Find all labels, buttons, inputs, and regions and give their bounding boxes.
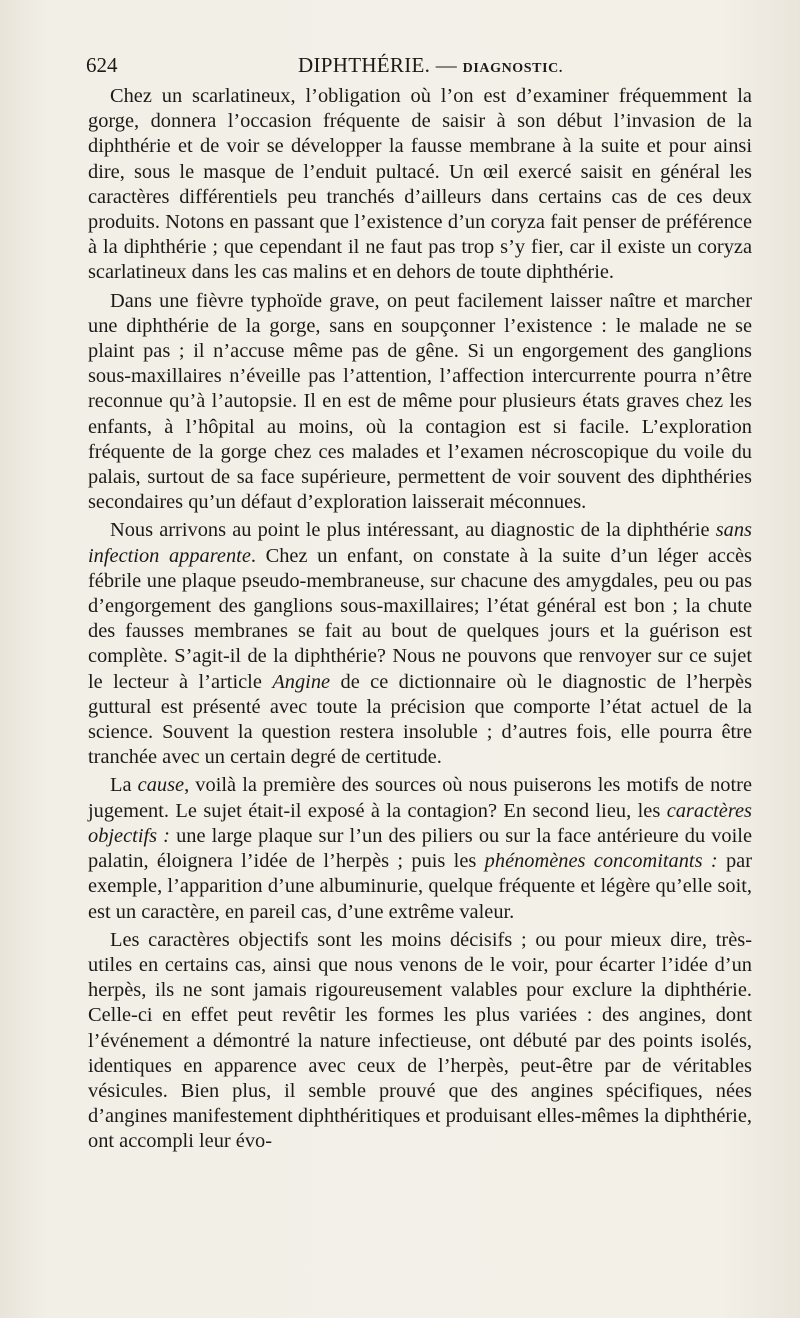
text-run: de ce dictionnaire où le diagnostic de l’herpès guttural est présenté avec toute la précision que comporte l’état actuel de la science. Souvent la question restera insoluble ; d’autres fois, elle pourra être tranchée avec un certain degré de certitude. (88, 670, 752, 769)
page-number: 624 (86, 53, 118, 77)
running-head (86, 52, 754, 78)
italic-term: caractères objectifs : (88, 799, 752, 847)
paragraph-caracteres-objectifs: Les caractères objectifs sont les moins décisifs ; ou pour mieux dire, très-utiles en certains cas, ainsi que nous venons de le voir, pour écarter l’idée d’un herpès, ils ne sont jamais rigoureusement valables pour exclure la diphthérie. Celle-ci en effet peut revêtir les formes les plus variées : des angines, dont l’événement a démontré la nature infectieuse, ont débuté par des points isolés, identiques en apparence avec ceux de l’herpès, peut-être par de véritables vésicules. Bien plus, il semble prouvé que des angines spécifiques, nées d’angines manifestement diphthéritiques et produisant elles-mêmes la diphthérie, ont accompli leur évo- (88, 928, 752, 1153)
body-text (88, 84, 752, 1158)
text-run: . Chez un enfant, on constate à la suite d’un léger accès fébrile une plaque pseudo-membraneuse, sur chacune des amygdales, peu ou pas d’engorgement des ganglions sous-maxillaires; l’état général est bon ; la chute des fausses membranes se fait au bout de quelques jours et la guérison est complète. S’agit-il de la diphthérie? Nous ne pouvons que renvoyer sur ce sujet le lecteur à l’article (88, 544, 752, 693)
italic-reference: Angine (272, 670, 331, 693)
italic-term: cause (137, 774, 185, 797)
text-run: par exemple, l’apparition d’une albuminurie, quelque fréquente et légère qu’elle soit, est un caractère, en pareil cas, d’une extrême valeur. (88, 850, 752, 923)
chapter-title-main: DIPHTHÉRIE. — (298, 53, 458, 77)
italic-term: sans infection apparente (88, 519, 752, 567)
text-run: une large plaque sur l’un des piliers ou sur la face antérieure du voile palatin, éloignera l’idée de l’herpès ; puis les (88, 824, 753, 873)
paragraph-fievre-typhoide: Dans une fièvre typhoïde grave, on peut facilement laisser naître et marcher une diphthérie de la gorge, sans en soupçonner l’existence : le malade ne se plaint pas ; il n’accuse même pas de gêne. Si un engorgement des ganglions sous-maxillaires n’éveille pas l’attention, l’affection intercurrente pourra n’être reconnue qu’à l’autopsie. Il en est de même pour plusieurs états graves chez les enfants, à l’hôpital au moins, où la contagion est si facile. L’exploration fréquente de la gorge chez ces malades et l’examen nécroscopique du voile du palais, surtout de sa face supérieure, permettent de voir souvent des diphthéries secondaires qu’un défaut d’exploration laisserait méconnues. (88, 289, 752, 514)
paragraph-cause (88, 773, 752, 924)
chapter-title (298, 52, 563, 82)
italic-term: phénomènes concomitants : (484, 850, 718, 873)
paragraph-sans-infection (88, 518, 752, 770)
paragraph-scarlatine: Chez un scarlatineux, l’obligation où l’on est d’examiner fréquemment la gorge, donnera l’occasion fréquente de saisir à son début l’invasion de la diphthérie et de voir se développer la fausse membrane à la suite et pour ainsi dire, sous le masque de l’enduit pultacé. Un œil exercé saisit en général les caractères différentiels peu tranchés d’ailleurs dans certains cas de ces deux produits. Notons en passant que l’existence d’un coryza fait penser de préférence à la diphthérie ; que cependant il ne faut pas trop s’y fier, car il existe un coryza scarlatineux dans les cas malins et en dehors de toute diphthérie. (88, 85, 752, 284)
section-subtitle: DIAGNOSTIC. (462, 61, 563, 76)
text-run: La (110, 774, 138, 797)
text-run: Nous arrivons au point le plus intéressant, au diagnostic de la diphthérie (110, 519, 716, 542)
text-run: , voilà la première des sources où nous puiserons les motifs de notre jugement. Le sujet était-il exposé à la contagion? En second lieu, les (88, 774, 752, 822)
